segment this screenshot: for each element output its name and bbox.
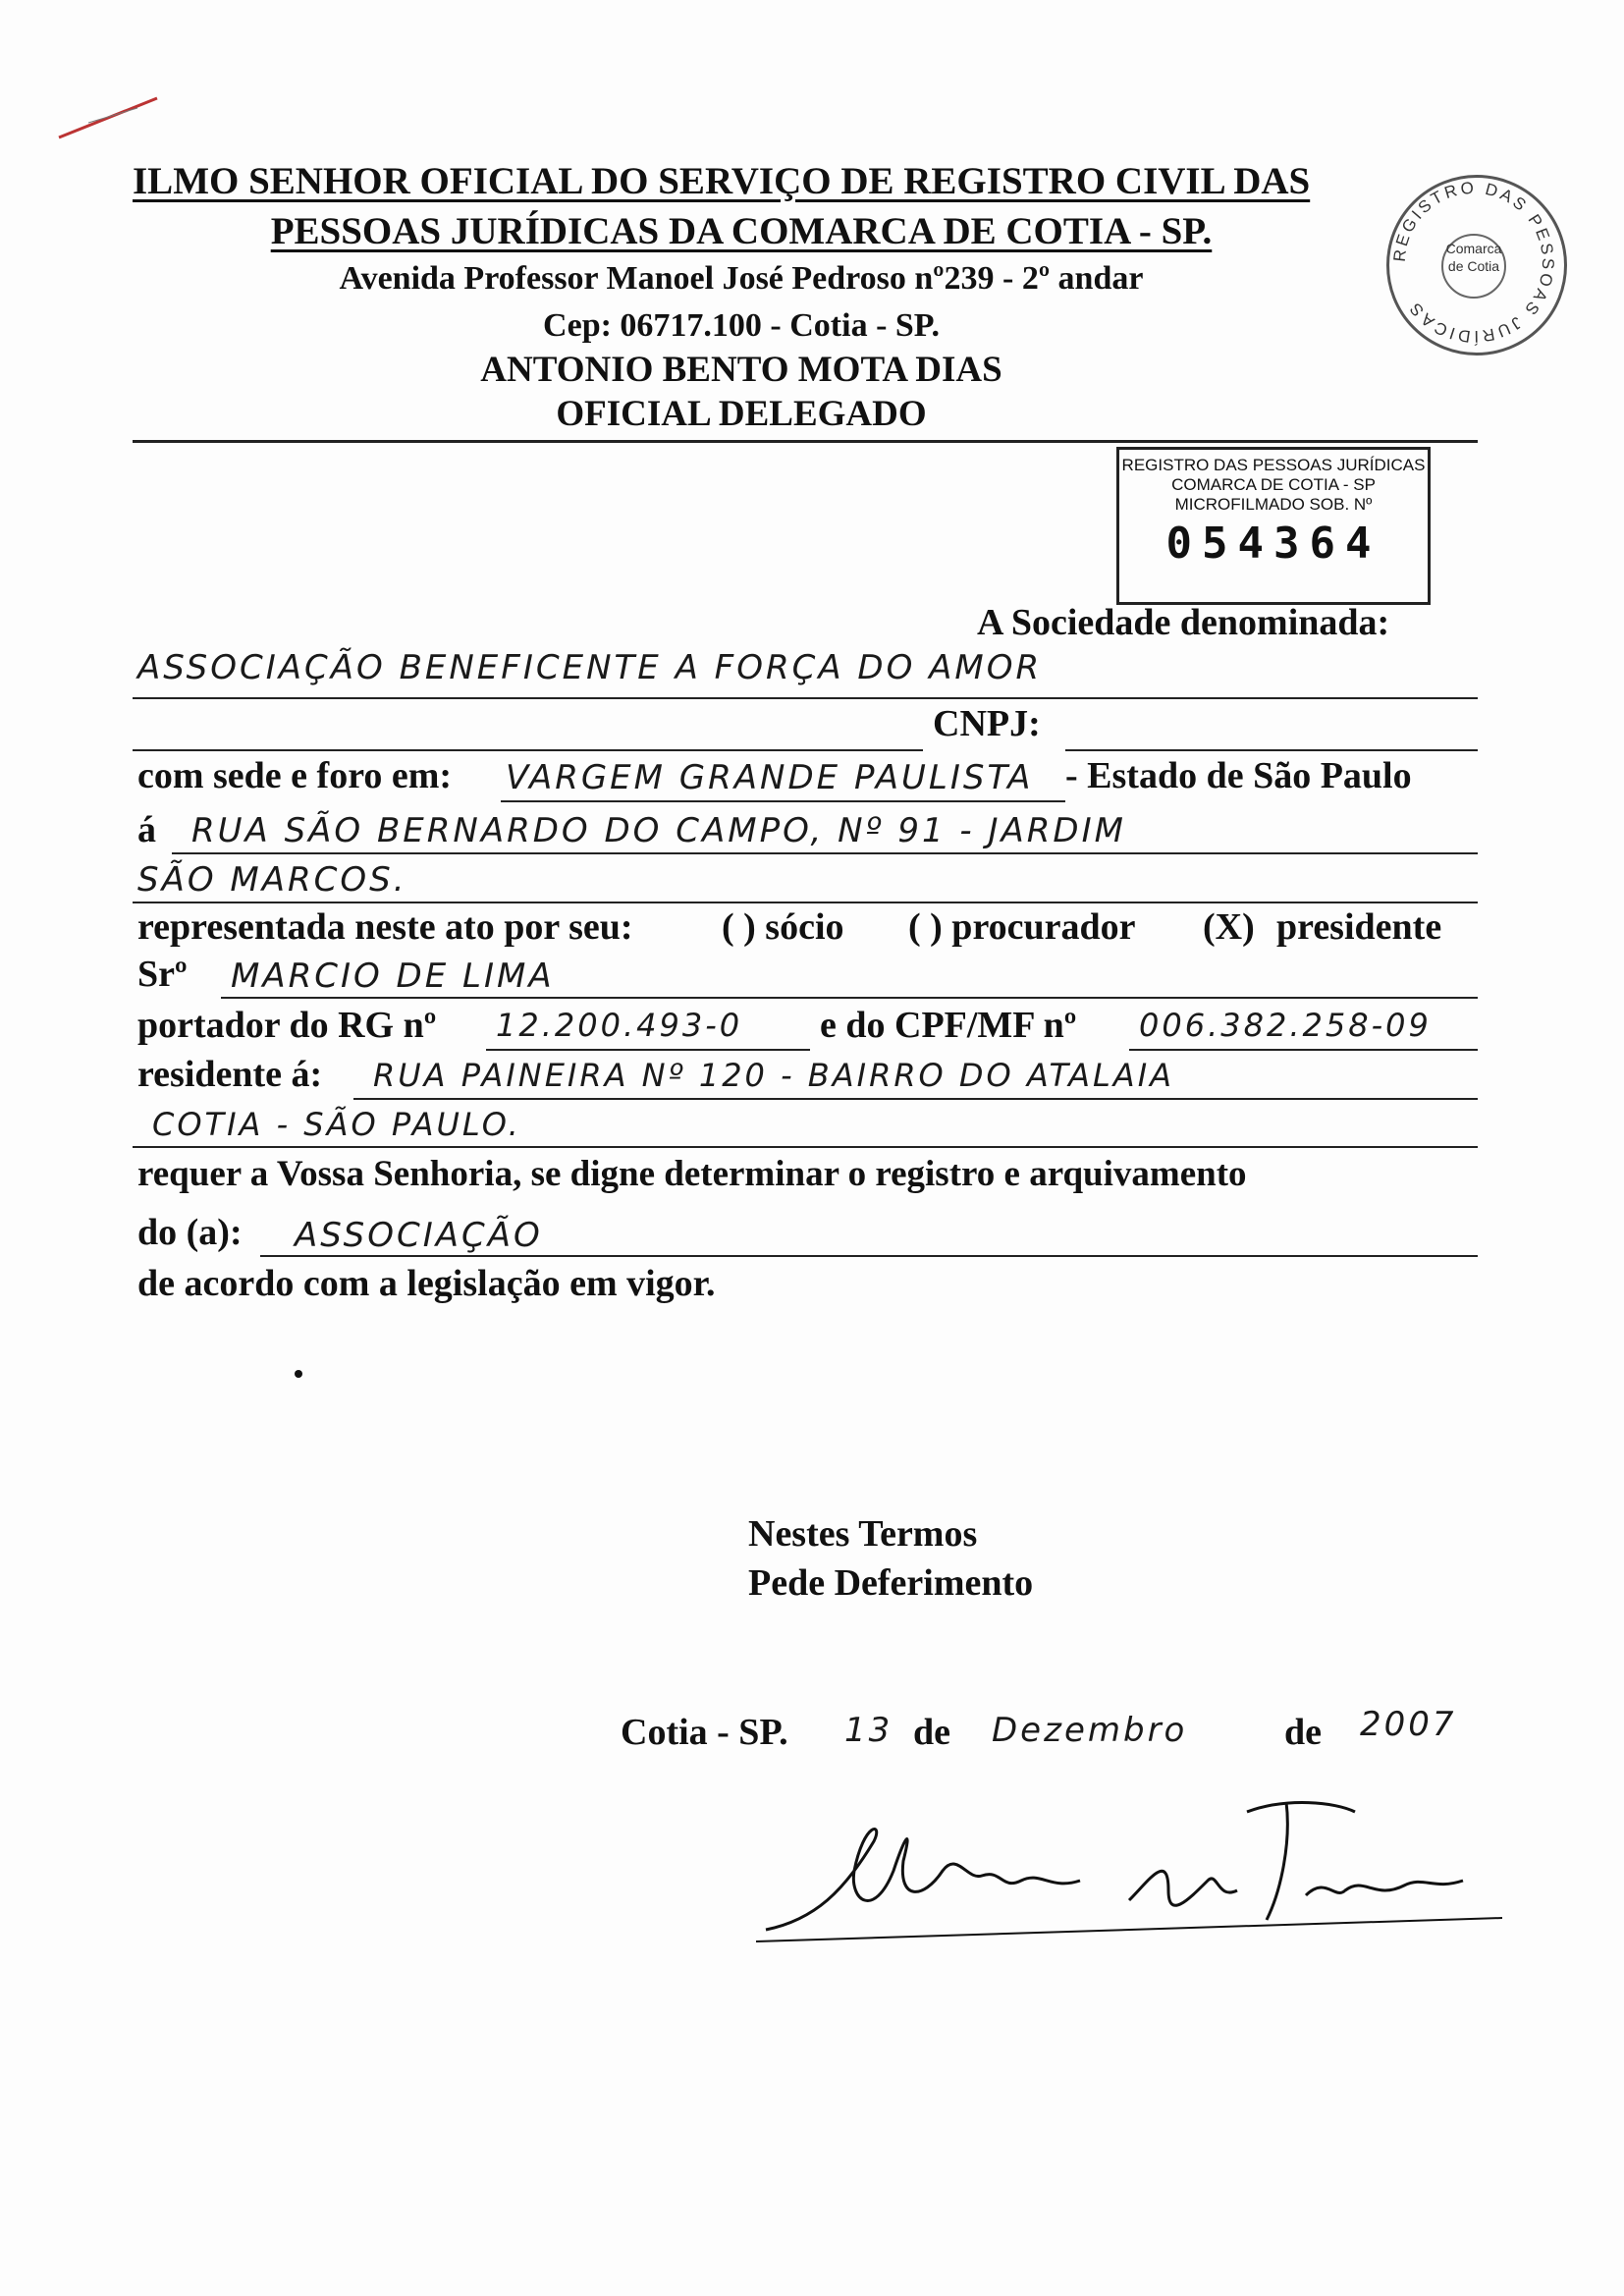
corner-mark-icon — [49, 83, 167, 152]
official-name: ANTONIO BENTO MOTA DIAS — [480, 350, 1002, 390]
official-role: OFICIAL DELEGADO — [556, 394, 927, 434]
estado-label: - Estado de São Paulo — [1065, 755, 1412, 796]
do-value: ASSOCIAÇÃO — [295, 1216, 543, 1255]
residente-line-1-rule — [353, 1098, 1478, 1100]
cpf-line — [1129, 1049, 1478, 1051]
cnpj-label: CNPJ: — [933, 703, 1041, 744]
sede-line — [501, 800, 1065, 802]
legislacao-text: de acordo com a legislação em vigor. — [137, 1263, 716, 1304]
date-de-2: de — [1284, 1712, 1322, 1753]
rg-label: portador do RG nº — [137, 1005, 437, 1046]
do-label: do (a): — [137, 1212, 243, 1253]
sr-value: MARCIO DE LIMA — [231, 957, 555, 996]
seal-center-text: Comarca de Cotia — [1441, 234, 1506, 299]
header-cep: Cep: 06717.100 - Cotia - SP. — [543, 307, 940, 344]
date-place: Cotia - SP. — [621, 1712, 788, 1753]
sr-label: Srº — [137, 954, 188, 995]
option-presidente-checkbox[interactable]: (X) — [1203, 906, 1255, 948]
option-presidente-label: presidente — [1276, 906, 1442, 948]
rg-value: 12.200.493-0 — [496, 1007, 743, 1044]
header-address: Avenida Professor Manoel José Pedroso nº239 - 2º andar — [339, 260, 1144, 297]
requer-text: requer a Vossa Senhoria, se digne determinar o registro e arquivamento — [137, 1154, 1247, 1194]
address-line-2-rule — [133, 902, 1478, 903]
society-label: A Sociedade denominada: — [977, 602, 1390, 643]
address-prefix: á — [137, 809, 156, 850]
closing-line-1: Nestes Termos — [748, 1513, 978, 1555]
closing-line-2: Pede Deferimento — [748, 1562, 1034, 1604]
society-name-line — [133, 697, 1478, 699]
option-procurador[interactable]: ( ) procurador — [908, 906, 1136, 948]
cpf-label: e do CPF/MF nº — [820, 1005, 1077, 1046]
address-line-2: SÃO MARCOS. — [137, 860, 407, 900]
date-de-1: de — [913, 1712, 950, 1753]
stamp-number: 054364 — [1165, 519, 1381, 569]
residente-line-2-rule — [133, 1146, 1478, 1148]
option-socio[interactable]: ( ) sócio — [722, 906, 844, 948]
stamp-line-2: COMARCA DE COTIA - SP — [1171, 475, 1376, 494]
date-month: Dezembro — [992, 1711, 1188, 1750]
stamp-line-1: REGISTRO DAS PESSOAS JURÍDICAS — [1121, 456, 1426, 474]
header-divider — [133, 440, 1478, 443]
residente-line-2: COTIA - SÃO PAULO. — [152, 1106, 521, 1143]
date-day: 13 — [844, 1711, 893, 1750]
cnpj-line — [1065, 749, 1478, 751]
address-line-1-rule — [172, 852, 1478, 854]
residente-line-1: RUA PAINEIRA Nº 120 - BAIRRO DO ATALAIA — [373, 1057, 1175, 1094]
sede-value: VARGEM GRANDE PAULISTA — [506, 758, 1034, 797]
date-year: 2007 — [1360, 1705, 1457, 1744]
seal-ring-text: REGISTRO DAS PESSOAS JURÍDICAS — [1389, 178, 1558, 347]
title-line-2: PESSOAS JURÍDICAS DA COMARCA DE COTIA - SP. — [270, 210, 1213, 252]
do-line — [260, 1255, 1478, 1257]
ink-dot — [295, 1370, 302, 1378]
microfilm-stamp — [1116, 447, 1431, 605]
address-line-1: RUA SÃO BERNARDO DO CAMPO, Nº 91 - JARDIM — [191, 811, 1126, 850]
cpf-value: 006.382.258-09 — [1139, 1007, 1432, 1044]
signature-image — [756, 1782, 1502, 1959]
cnpj-left-line — [133, 749, 923, 751]
society-name-value: ASSOCIAÇÃO BENEFICENTE A FORÇA DO AMOR — [137, 648, 1043, 687]
rg-line — [486, 1049, 810, 1051]
represent-label: representada neste ato por seu: — [137, 906, 633, 948]
title-line-1: ILMO SENHOR OFICIAL DO SERVIÇO DE REGISTRO CIVIL DAS — [133, 160, 1311, 202]
sr-line — [221, 997, 1478, 999]
stamp-line-3: MICROFILMADO SOB. Nº — [1174, 495, 1373, 514]
sede-label: com sede e foro em: — [137, 755, 453, 796]
residente-label: residente á: — [137, 1054, 323, 1095]
